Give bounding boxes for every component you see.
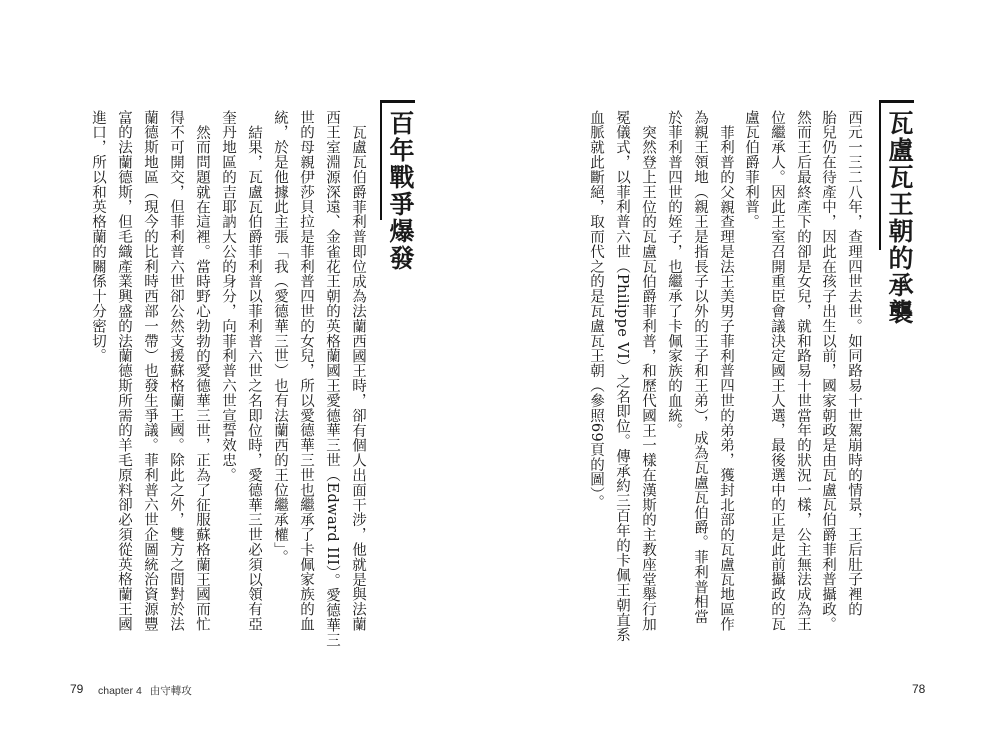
right-body-line-11: 血脈就此斷絕，取而代之的是瓦盧瓦王朝（參照69頁的圖）。 xyxy=(588,110,604,510)
right-body-line-4: 位繼承人。因此王室召開重臣會議決定國王人選，最後選中的正是此前攝政的瓦 xyxy=(769,110,785,632)
right-body-line-8: 於菲利普四世的姪子，也繼承了卡佩家族的血統。 xyxy=(666,110,682,438)
chapter-title: 由守轉攻 xyxy=(149,685,192,697)
right-body-line-3: 然而王后最終產下的卻是女兒，就和路易十世當年的狀況一樣，公主無法成為王 xyxy=(795,110,811,632)
right-page-number: 78 xyxy=(912,682,926,696)
left-body-line-9: 蘭德斯地區（現今的比利時西部一帶）也發生爭議。菲利普六世企圖統治資源豐 xyxy=(142,110,158,632)
right-body-line-6: 菲利普的父親查理是法王美男子菲利普四世的弟弟，獲封北部的瓦盧瓦地區作 xyxy=(718,125,734,632)
chapter-label: chapter 4 xyxy=(98,685,142,697)
left-body-line-8: 得不可開交，但菲利普六世卻公然支援蘇格蘭王國。除此之外，雙方之間對於法 xyxy=(168,110,184,632)
right-body-line-7: 為親王領地（親王是指長子以外的王子和王弟），成為瓦盧瓦伯爵。菲利普相當 xyxy=(692,110,708,625)
right-heading-side-rule xyxy=(879,100,881,250)
left-body-line-3: 世的母親伊莎貝拉是菲利普四世的女兒，所以愛德華三世也繼承了卡佩家族的血 xyxy=(298,110,314,632)
left-heading-top-rule xyxy=(381,100,415,103)
section-heading-right: 瓦盧瓦王朝的承襲 xyxy=(885,110,914,326)
left-body-line-10: 富的法蘭德斯，但毛織產業興盛的法蘭德斯所需的羊毛原料卻必須從英格蘭王國 xyxy=(116,110,132,632)
right-body-line-1: 西元一三二八年，查理四世去世。如同路易十世駕崩時的情景，王后肚子裡的 xyxy=(846,110,862,617)
right-body-line-2: 胎兒仍在待產中，因此在孩子出生以前，國家朝政是由瓦盧瓦伯爵菲利普攝政。 xyxy=(820,110,836,632)
left-body-line-7: 然而問題就在這裡。當時野心勃勃的愛德華三世，正為了征服蘇格蘭王國而忙 xyxy=(194,125,210,632)
right-body-line-10: 冕儀式，以菲利普六世（Philippe VI）之名即位。傳承約三百年的卡佩王朝直系 xyxy=(614,110,630,643)
left-heading-side-rule xyxy=(380,100,382,220)
right-body-line-9: 突然登上王位的瓦盧瓦伯爵菲利普，和歷代國王一樣在漢斯的主教座堂舉行加 xyxy=(640,125,656,632)
right-heading-top-rule xyxy=(880,100,914,103)
chapter-running-header xyxy=(98,683,192,698)
left-body-line-11: 進口，所以和英格蘭的關係十分密切。 xyxy=(90,110,106,364)
left-body-line-5: 結果，瓦盧瓦伯爵菲利普以菲利普六世之名即位時，愛德華三世必須以領有亞 xyxy=(246,125,262,632)
left-body-line-4: 統，於是他據此主張「我（愛德華三世）也有法蘭西的王位繼承權」。 xyxy=(272,110,288,565)
section-heading-left: 百年戰爭爆發 xyxy=(386,110,415,272)
left-body-line-1: 瓦盧瓦伯爵菲利普即位成為法蘭西國王時，卻有個人出面干涉，他就是與法蘭 xyxy=(350,125,366,632)
left-page-number: 79 xyxy=(70,682,84,696)
left-body-line-2: 西王室淵源深遠、金雀花王朝的英格蘭國王愛德華三世（Edward III）。愛德華三 xyxy=(324,110,340,648)
right-body-line-5: 盧瓦伯爵菲利普。 xyxy=(743,110,759,230)
left-body-line-6: 奎丹地區的吉耶訥大公的身分，向菲利普六世宣誓效忠。 xyxy=(220,110,236,483)
